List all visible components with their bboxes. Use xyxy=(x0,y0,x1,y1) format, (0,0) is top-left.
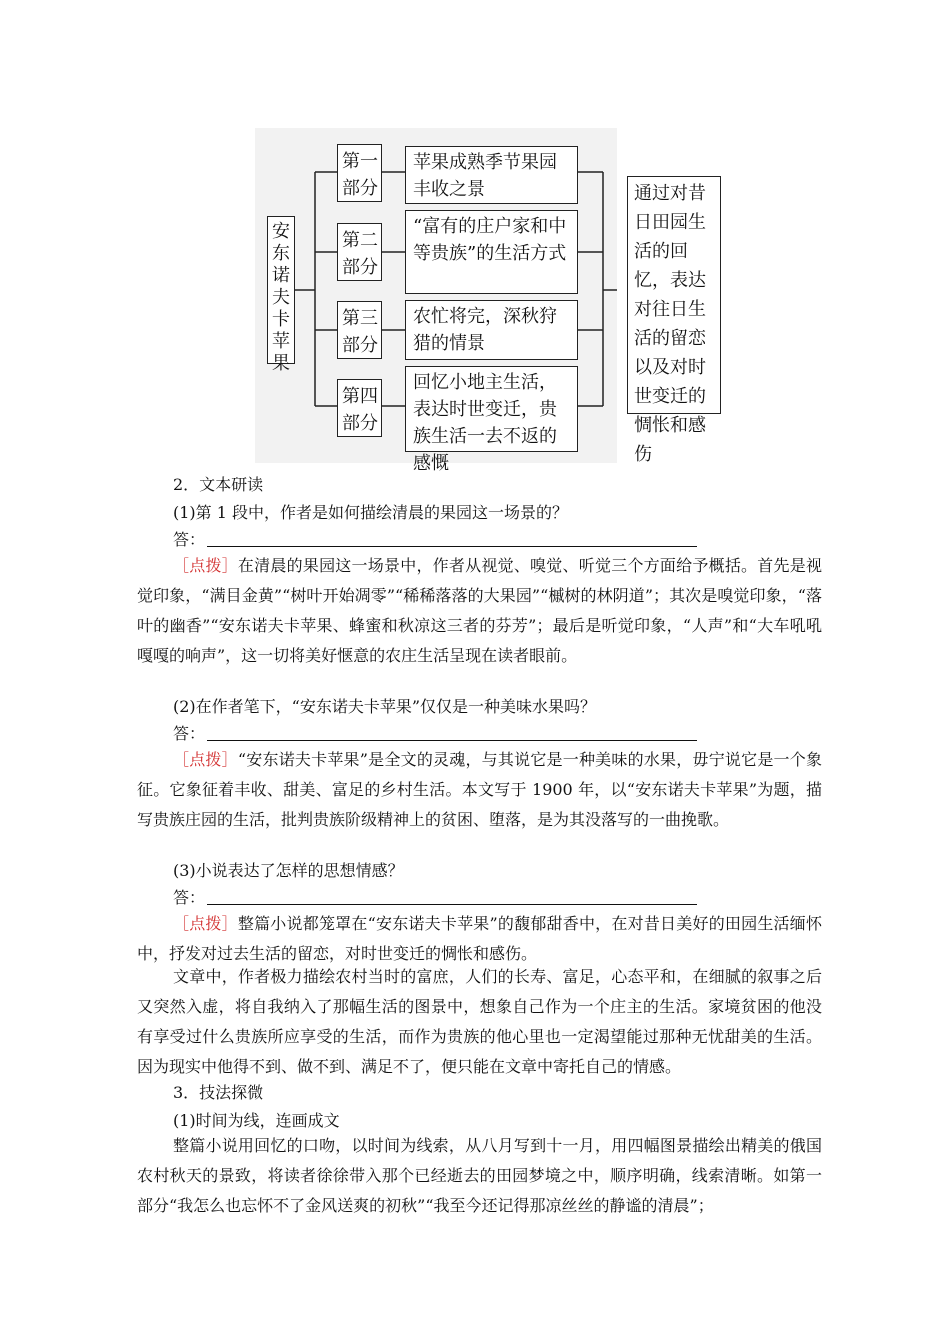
answer-3-row xyxy=(173,885,697,908)
hint-3-text: 整篇小说都笼罩在“安东诺夫卡苹果”的馥郁甜香中，在对昔日美好的田园生活缅怀中，抒发对过去生活的留恋，对时世变迁的惆怅和感伤。 xyxy=(137,914,822,963)
question-2: (2)在作者笔下，“安东诺夫卡苹果”仅仅是一种美味水果吗？ xyxy=(173,697,597,716)
question-3: (3)小说表达了怎样的思想情感？ xyxy=(173,861,404,880)
part-2-content: “富有的庄户家和中等贵族”的生活方式 xyxy=(405,210,578,294)
answer-1-row xyxy=(173,527,697,550)
section-3-heading: 3．技法探微 xyxy=(173,1083,264,1102)
diagram-summary: 通过对昔日田园生活的回忆，表达对往日生活的留恋以及对时世变迁的惆怅和感伤 xyxy=(627,176,721,414)
part-2-label: 第二部分 xyxy=(337,223,382,281)
answer-label: 答： xyxy=(173,888,206,907)
answer-2-row xyxy=(173,721,697,744)
answer-2-blank[interactable] xyxy=(207,726,697,741)
hint-2-paragraph xyxy=(137,745,822,835)
diagram-root-title: 安东诺夫卡苹果 xyxy=(267,216,295,364)
answer-label: 答： xyxy=(173,530,206,549)
hint-tag: ［点拨］ xyxy=(173,914,238,933)
hint-1-text: 在清晨的果园这一场景中，作者从视觉、嗅觉、听觉三个方面给予概括。首先是视觉印象，“满目金黄”“树叶开始凋零”“稀稀落落的大果园”“槭树的林阴道”；其次是嗅觉印象，“落叶的幽香”“安东诺夫卡苹果、蜂蜜和秋凉这三者的芬芳”；最后是听觉印象，“人声”和“大车吼吼嘎嘎的响声”，这一切将美好惬意的农庄生活呈现在读者眼前。 xyxy=(137,556,822,665)
part-3-content: 农忙将完，深秋狩猎的情景 xyxy=(405,300,578,360)
section-2-heading: 2．文本研读 xyxy=(173,475,264,494)
structure-diagram xyxy=(255,128,706,474)
section-3-paragraph: 整篇小说用回忆的口吻，以时间为线索，从八月写到十一月，用四幅图景描绘出精美的俄国农村秋天的景致，将读者徐徐带入那个已经逝去的田园梦境之中，顺序明确，线索清晰。如第一部分“我怎么也忘怀不了金风送爽的初秋”“我至今还记得那凉丝丝的静谧的清晨”； xyxy=(137,1136,822,1215)
hint-1-paragraph xyxy=(137,551,822,671)
hint-tag: ［点拨］ xyxy=(173,556,238,575)
hint-tag: ［点拨］ xyxy=(173,750,238,769)
part-4-content: 回忆小地主生活，表达时世变迁，贵族生活一去不返的感慨 xyxy=(405,366,578,452)
answer-3-blank[interactable] xyxy=(207,890,697,905)
section-3-subheading: (1)时间为线，连画成文 xyxy=(173,1111,340,1130)
question-1: (1)第 1 段中，作者是如何描绘清晨的果园这一场景的？ xyxy=(173,503,569,522)
answer-1-blank[interactable] xyxy=(207,532,697,547)
hint-2-text: “安东诺夫卡苹果”是全文的灵魂，与其说它是一种美味的水果，毋宁说它是一个象征。它象征着丰收、甜美、富足的乡村生活。本文写于 1900 年，以“安东诺夫卡苹果”为题，描写贵族庄园的生活，批判贵族阶级精神上的贫困、堕落，是为其没落写的一曲挽歌。 xyxy=(137,750,822,829)
part-4-label: 第四部分 xyxy=(337,379,382,437)
part-3-label: 第三部分 xyxy=(337,301,382,359)
part-1-label: 第一部分 xyxy=(337,144,382,202)
hint-3-paragraph-2: 文章中，作者极力描绘农村当时的富庶，人们的长寿、富足，心态平和，在细腻的叙事之后又突然入虚，将自我纳入了那幅生活的图景中，想象自己作为一个庄主的生活。家境贫困的他没有享受过什么贵族所应享受的生活，而作为贵族的他心里也一定渴望能过那种无忧甜美的生活。因为现实中他得不到、做不到、满足不了，便只能在文章中寄托自己的情感。 xyxy=(137,967,822,1076)
answer-label: 答： xyxy=(173,724,206,743)
hint-3-paragraph xyxy=(137,909,822,969)
part-1-content: 苹果成熟季节果园丰收之景 xyxy=(405,146,578,204)
